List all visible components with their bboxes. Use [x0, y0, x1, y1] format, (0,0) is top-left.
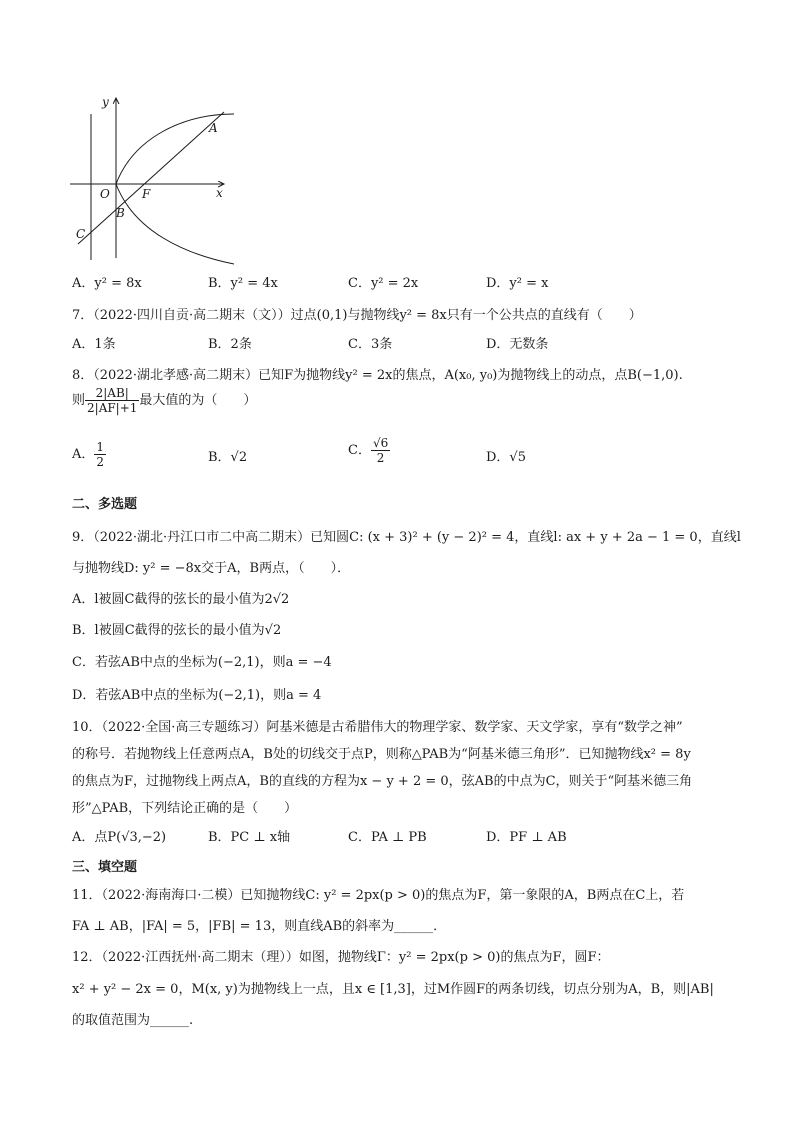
- q11-text: FA ⊥ AB，|FA| = 5，|FB| = 13，则直线AB的斜率为: [72, 919, 395, 934]
- q10-stem-line2: 的称号．若抛物线上任意两点A，B处的切线交于点P，则称△PAB为“阿基米德三角形”．已知抛物线x² = 8y: [72, 747, 691, 762]
- q8-frac-den: 2|AF|+1: [87, 401, 138, 415]
- q8-option-c[interactable]: [348, 436, 390, 465]
- q8-option-c-label: C．: [348, 443, 371, 458]
- section-fill-in: 三、填空题: [72, 860, 138, 875]
- q8-option-a-den: 2: [96, 455, 105, 469]
- q6-option-a[interactable]: A．y² = 8x: [72, 276, 142, 291]
- q7-option-a[interactable]: A．1条: [72, 337, 116, 352]
- q9-option-c[interactable]: C．若弦AB中点的坐标为(−2,1)，则a = −4: [72, 655, 332, 670]
- q9-option-b[interactable]: B．l被圆C截得的弦长的最小值为√2: [72, 623, 282, 638]
- label-a: A: [209, 121, 218, 135]
- q8-option-d[interactable]: D．√5: [486, 450, 526, 465]
- q12-text: 的取值范围为: [72, 1013, 151, 1028]
- q11-end: ．: [433, 919, 447, 934]
- q8-option-a[interactable]: [72, 440, 106, 469]
- q8-option-b[interactable]: B．√2: [208, 450, 248, 465]
- label-x: x: [216, 186, 223, 200]
- q6-option-c[interactable]: C．y² = 2x: [348, 276, 419, 291]
- q9-stem-line1: 9．（2022·湖北·丹江口市二中高二期末）已知圆C: (x + 3)² + (y − 2)² = 4，直线l: ax + y + 2a − 1 = 0，直线l: [72, 530, 741, 545]
- q8-suffix: 最大值的为（ ）: [139, 393, 257, 408]
- q11-stem-line2: [72, 915, 446, 934]
- label-f: F: [142, 187, 151, 201]
- q7-option-d[interactable]: D．无数条: [486, 337, 549, 352]
- q8-stem-line2: [72, 386, 256, 415]
- q7-option-c[interactable]: C．3条: [348, 337, 393, 352]
- q12-stem-line3: [72, 1009, 193, 1028]
- q10-stem-line1: 10．（2022·全国·高三专题练习）阿基米德是古希腊伟大的物理学家、数学家、天文学家，享有“数学之神”: [72, 720, 683, 735]
- q10-stem-line3: 的焦点为F，过抛物线上两点A，B的直线的方程为x − y + 2 = 0，弦AB的中点为C，则关于“阿基米德三角: [72, 774, 693, 789]
- label-y: y: [102, 95, 109, 109]
- q8-prefix: 则: [72, 393, 86, 408]
- q8-option-c-num: √6: [372, 436, 389, 450]
- q10-option-a[interactable]: A．点P(√3,−2): [72, 830, 167, 845]
- q11-answer-blank[interactable]: ______: [394, 919, 434, 934]
- q10-stem-line4: 形”△PAB，下列结论正确的是（ ）: [72, 801, 298, 816]
- q9-stem-line2: 与抛物线D: y² = −8x交于A，B两点，（ ）．: [72, 561, 351, 576]
- q10-option-c[interactable]: C．PA ⊥ PB: [348, 830, 427, 845]
- q8-option-a-num: 1: [96, 440, 105, 454]
- q8-option-a-label: A．: [72, 447, 95, 462]
- q12-stem-line1: 12．（2022·江西抚州·高二期末（理））如图，抛物线Γ：y² = 2px(p > 0)的焦点为F，圆F：: [72, 950, 610, 965]
- label-o: O: [100, 187, 110, 201]
- q11-stem-line1: 11．（2022·海南海口·二模）已知抛物线C: y² = 2px(p > 0)的焦点为F，第一象限的A，B两点在C上，若: [72, 888, 685, 903]
- section-multiple-choice: 二、多选题: [72, 497, 138, 512]
- q6-option-b[interactable]: B．y² = 4x: [208, 276, 278, 291]
- q9-option-a[interactable]: A．l被圆C截得的弦长的最小值为2√2: [72, 592, 290, 607]
- label-c: C: [76, 227, 86, 241]
- q8-fraction: [85, 386, 139, 415]
- label-b: B: [116, 206, 125, 220]
- q8-frac-num: 2|AB|: [85, 386, 139, 401]
- q8-stem-line1: 8．（2022·湖北孝感·高二期末）已知F为抛物线y² = 2x的焦点，A(x₀, y₀)为抛物线上的动点，点B(−1,0).: [72, 368, 683, 383]
- q10-option-b[interactable]: B．PC ⊥ x轴: [208, 830, 291, 845]
- q9-option-d[interactable]: D．若弦AB中点的坐标为(−2,1)，则a = 4: [72, 688, 322, 703]
- q7-stem: 7．（2022·四川自贡·高二期末（文））过点(0,1)与抛物线y² = 8x只有一个公共点的直线有（ ）: [72, 308, 642, 323]
- parabola-figure: [64, 92, 234, 267]
- q8-option-c-den: 2: [376, 451, 385, 465]
- q7-option-b[interactable]: B．2条: [208, 337, 252, 352]
- q6-option-d[interactable]: D．y² = x: [486, 276, 549, 291]
- q12-end: .: [189, 1013, 194, 1028]
- q10-option-d[interactable]: D．PF ⊥ AB: [486, 830, 567, 845]
- q12-stem-line2: x² + y² − 2x = 0，M(x, y)为抛物线上一点，且x ∈ [1,3]，过M作圆F的两条切线，切点分别为A，B，则|AB|: [72, 982, 714, 997]
- q12-answer-blank[interactable]: ______: [150, 1013, 190, 1028]
- focal-chord-line: [78, 112, 224, 244]
